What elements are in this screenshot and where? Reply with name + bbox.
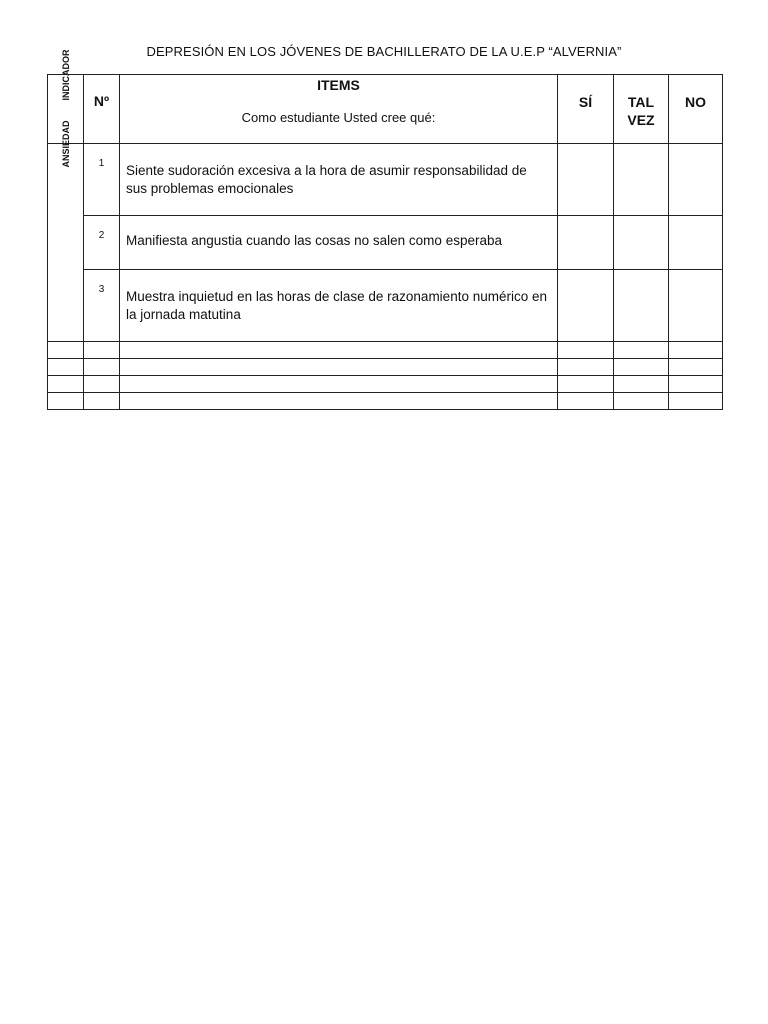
document-title: DEPRESIÓN EN LOS JÓVENES DE BACHILLERATO DE LA U.E.P “ALVERNIA” — [146, 44, 622, 59]
answer-no-cell[interactable] — [669, 216, 723, 270]
empty-cell[interactable] — [614, 359, 669, 376]
question-text: Muestra inquietud en las horas de clase de razonamiento numérico en la jornada matutina — [120, 270, 558, 342]
empty-cell — [48, 342, 84, 359]
answer-no-cell[interactable] — [669, 144, 723, 216]
empty-cell[interactable] — [120, 393, 558, 410]
maybe-header-line2: VEZ — [627, 112, 655, 128]
empty-cell — [84, 376, 120, 393]
empty-cell[interactable] — [558, 393, 614, 410]
empty-cell — [84, 359, 120, 376]
indicator-header: INDICADOR — [60, 49, 71, 101]
empty-cell[interactable] — [669, 393, 723, 410]
empty-cell[interactable] — [614, 393, 669, 410]
empty-cell[interactable] — [558, 359, 614, 376]
items-header-cell — [120, 75, 558, 144]
items-header: ITEMS — [317, 77, 360, 93]
empty-cell — [48, 359, 84, 376]
empty-cell[interactable] — [669, 342, 723, 359]
empty-row — [48, 376, 723, 393]
empty-cell[interactable] — [120, 342, 558, 359]
empty-cell — [84, 342, 120, 359]
answer-no-cell[interactable] — [669, 270, 723, 342]
empty-row — [48, 393, 723, 410]
question-text: Manifiesta angustia cuando las cosas no salen como esperaba — [120, 216, 558, 270]
no-header: NO — [669, 75, 723, 144]
empty-cell[interactable] — [614, 376, 669, 393]
answer-yes-cell[interactable] — [558, 216, 614, 270]
indicator-group-label: ANSIEDAD — [60, 120, 71, 168]
empty-row — [48, 342, 723, 359]
empty-cell — [84, 393, 120, 410]
empty-cell[interactable] — [669, 376, 723, 393]
empty-row — [48, 359, 723, 376]
answer-yes-cell[interactable] — [558, 270, 614, 342]
empty-cell[interactable] — [558, 342, 614, 359]
header-row — [48, 75, 723, 144]
answer-yes-cell[interactable] — [558, 144, 614, 216]
question-row — [48, 270, 723, 342]
empty-cell[interactable] — [120, 359, 558, 376]
answer-maybe-cell[interactable] — [614, 144, 669, 216]
empty-cell[interactable] — [120, 376, 558, 393]
items-subheader: Como estudiante Usted cree qué: — [241, 110, 436, 125]
number-header: Nº — [84, 75, 120, 144]
maybe-header — [614, 75, 669, 144]
question-number: 1 — [84, 144, 120, 216]
question-row — [48, 144, 723, 216]
answer-maybe-cell[interactable] — [614, 216, 669, 270]
empty-cell[interactable] — [614, 342, 669, 359]
answer-maybe-cell[interactable] — [614, 270, 669, 342]
empty-cell[interactable] — [669, 359, 723, 376]
yes-header: SÍ — [558, 75, 614, 144]
empty-cell[interactable] — [558, 376, 614, 393]
question-row — [48, 216, 723, 270]
maybe-header-line1: TAL — [627, 94, 655, 110]
question-number: 2 — [84, 216, 120, 270]
question-number: 3 — [84, 270, 120, 342]
indicator-group-cell — [48, 120, 84, 342]
empty-cell — [48, 376, 84, 393]
question-text: Siente sudoración excesiva a la hora de asumir responsabilidad de sus problemas emocionales — [120, 144, 558, 216]
empty-cell — [48, 393, 84, 410]
